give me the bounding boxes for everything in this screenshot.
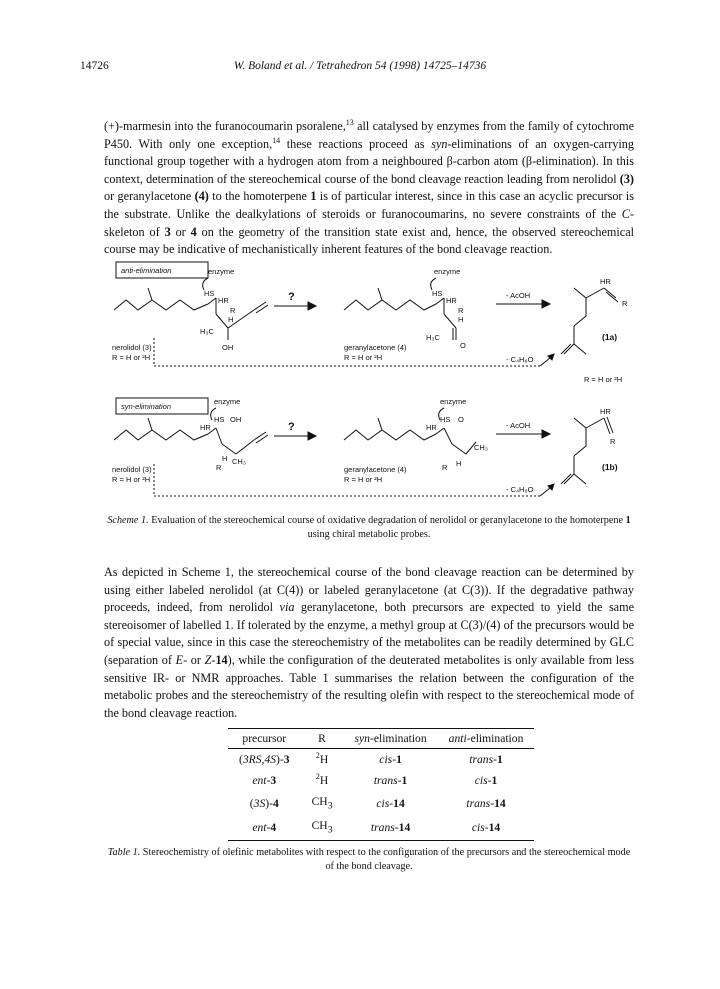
cell: $CH_3$ xyxy=(301,815,344,840)
r-def-2: R = H or ²H xyxy=(344,353,383,362)
cell: (3RS,4S)-3 xyxy=(239,753,290,766)
nerolidol-label-syn: nerolidol (3) xyxy=(112,465,152,474)
atom-h3c: H₃C xyxy=(200,327,214,336)
nerolidol-chain-syn xyxy=(114,430,208,440)
running-header: W. Boland et al. / Tetrahedron 54 (1998) 14725–14736 xyxy=(233,60,487,72)
acoh-label-1: - AcOH xyxy=(506,291,531,300)
table-header-row xyxy=(228,729,534,749)
atom-o: O xyxy=(460,341,466,350)
r-def-1: R = H or ²H xyxy=(112,353,151,362)
geranylacetone-chain-anti xyxy=(344,300,436,310)
col-syn: syn-elimination xyxy=(344,729,438,749)
atom-hr-5: HR xyxy=(426,423,437,432)
atom-ch3: CH₃ xyxy=(232,457,246,466)
atom-oh: OH xyxy=(222,343,234,352)
enzyme-label-3: enzyme xyxy=(214,397,241,406)
cell: cis-1 xyxy=(379,753,402,766)
cell: cis-14 xyxy=(376,796,405,810)
cell: (3S)-4 xyxy=(249,796,279,810)
atom-hr: HR xyxy=(218,296,229,305)
atom-r-5: R xyxy=(442,463,448,472)
cell: trans-1 xyxy=(469,753,503,766)
atom-hs-2: HS xyxy=(432,289,443,298)
paragraph-2: As depicted in Scheme 1, the stereochemical course of the bond cleavage reaction can be determined by using either labeled nerolidol (at C(4)) or labeled geranylacetone (at C(3)). If the degradative pathway proceeds, indeed, from nerolidol via geranylacetone, both precursors are expected to yield the same stereoisomer of labelled 1. If tolerated by the enzyme, a methyl group at C(3)/(4) of the precursors would be of special value, since in this case the stereochemistry of the metabolites can be readily determined by GLC (separation of E- or Z-14), while the configuration of the deuterated metabolites is only available from less sensitive IR- or NMR approaches. Table 1 summarises the relation between the configuration of the metabolic probes and the stereochemistry of the resulting olefin with respect to the stereochemical mode of the bond cleavage reaction. xyxy=(104,565,634,720)
product-1a-skeleton xyxy=(574,288,586,326)
scheme-caption: Scheme 1. Evaluation of the stereochemical course of oxidative degradation of nerolidol or geranylacetone to the homoterpene 1 using chiral metabolic probes. xyxy=(107,515,631,540)
col-r: R xyxy=(301,729,344,749)
nerolidol-chain-anti xyxy=(114,300,208,310)
atom-r-2: R xyxy=(458,306,464,315)
page-number: 14726 xyxy=(80,60,109,72)
product-1b-label: (1b) xyxy=(602,462,618,472)
cell: cis-1 xyxy=(474,774,498,787)
atom-hs: HS xyxy=(204,289,215,298)
atom-h: H xyxy=(228,315,234,324)
cell: trans-14 xyxy=(344,815,438,840)
atom-o-2: O xyxy=(458,415,464,424)
atom-h-4: H xyxy=(222,454,228,463)
scheme-1 xyxy=(104,258,634,510)
table-row xyxy=(228,749,534,771)
r-def-4: R = H or ²H xyxy=(112,475,151,484)
acoh-label-2: - AcOH xyxy=(506,421,531,430)
atom-hs-4: HS xyxy=(214,415,225,424)
cell: $CH_3$ xyxy=(311,795,333,812)
paragraph-1: (+)-marmesin into the furanocoumarin psoralene,$^{13}$ all catalysed by enzymes from the family of cytochrome P450. With only one exception,$^{14}$ these reactions proceed as syn-eliminations of an oxygen-carrying functional group together with a hydrogen atom from a neighboured β-carbon atom (β-elimination). In this context, determination of the stereochemical course of the bond cleavage reaction leading from nerolidol (3) or geranylacetone (4) to the homoterpene 1 is of particular interest, since in this case an acyclic precursor is the substrate. Unlike the dealkylations of steroids or furanocoumarins, no severe constraints of the C-skeleton of 3 or 4 on the geometry of the transition state exist and, hence, the observed stereochemical course may be indicative of mechanistically inherent features of the bond cleavage reaction. xyxy=(104,117,634,257)
cell: ent-3 xyxy=(252,774,277,787)
product-1a-label: (1a) xyxy=(602,332,618,342)
atom-r-6: R xyxy=(610,437,616,446)
atom-hr-4: HR xyxy=(200,423,211,432)
r-def-5: R = H or ²H xyxy=(344,475,383,484)
anti-label: anti-elimination xyxy=(121,266,172,275)
atom-r-4: R xyxy=(216,463,222,472)
syn-label: syn-elimination xyxy=(121,402,172,411)
atom-h-5: H xyxy=(456,459,462,468)
enzyme-label-4: enzyme xyxy=(440,397,467,406)
cell: cis-14 xyxy=(438,815,535,840)
col-anti: anti-elimination xyxy=(438,729,535,749)
cell: ent-4 xyxy=(228,815,301,840)
atom-hr-6: HR xyxy=(600,407,611,416)
atom-hr-3: HR xyxy=(600,277,611,286)
atom-r: R xyxy=(230,306,236,315)
cell: $^2$H xyxy=(315,751,329,766)
geranylacetone-label-anti: geranylacetone (4) xyxy=(344,343,407,352)
table-1 xyxy=(228,728,534,841)
cell: trans-1 xyxy=(373,774,408,787)
nerolidol-label-anti: nerolidol (3) xyxy=(112,343,152,352)
atom-r-3: R xyxy=(622,299,628,308)
r-def-3: R = H or ²H xyxy=(584,375,623,384)
enzyme-label-2: enzyme xyxy=(434,267,461,276)
table-row xyxy=(228,815,534,840)
table-caption: Table 1. Stereochemistry of olefinic metabolites with respect to the configuration of the precursors and the stereochemical mode of the bond cleavage. xyxy=(107,847,631,872)
question-mark-1: ? xyxy=(288,291,295,303)
c4h8o-label-2: - C₄H₈O xyxy=(506,485,534,494)
cell: trans-14 xyxy=(466,796,506,810)
product-1b-skeleton xyxy=(574,418,586,456)
table-row xyxy=(228,791,534,815)
enzyme-label-1: enzyme xyxy=(208,267,235,276)
table-row xyxy=(228,770,534,791)
scheme-1-drawing xyxy=(104,258,634,510)
atom-ch3-2: CH₃ xyxy=(474,443,488,452)
geranylacetone-chain-syn xyxy=(344,430,436,440)
geranylacetone-label-syn: geranylacetone (4) xyxy=(344,465,407,474)
question-mark-2: ? xyxy=(288,421,295,433)
atom-h-2: H xyxy=(458,315,464,324)
atom-h3c-2: H₃C xyxy=(426,333,440,342)
atom-hs-5: HS xyxy=(440,415,451,424)
cell: $^2$H xyxy=(315,772,329,787)
c4h8o-label-1: - C₄H₈O xyxy=(506,355,534,364)
atom-hr-2: HR xyxy=(446,296,457,305)
col-precursor: precursor xyxy=(228,729,301,749)
atom-oh-2: OH xyxy=(230,415,242,424)
